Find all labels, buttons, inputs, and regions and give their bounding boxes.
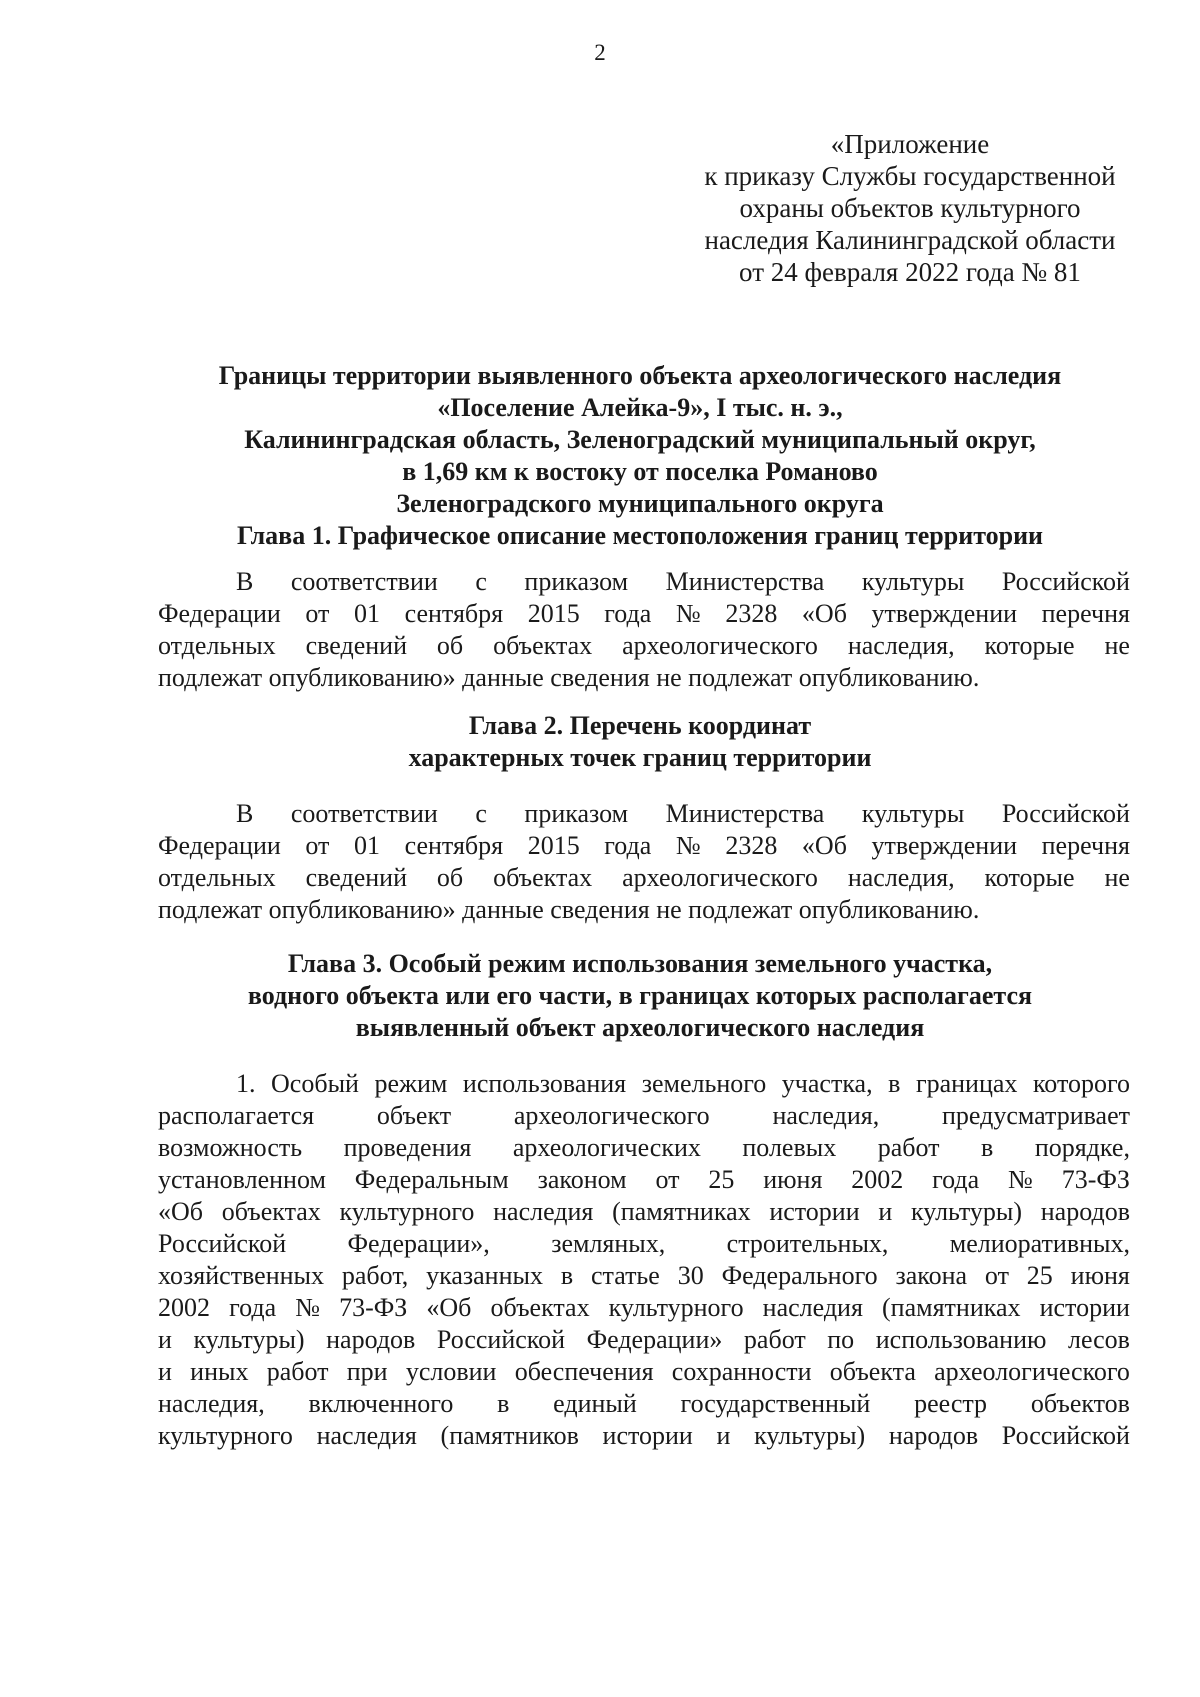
paragraph-line: и культуры) народов Российской Федерации» работ по использованию лесов — [158, 1325, 1130, 1354]
heading-line: водного объекта или его части, в границах которых располагается — [247, 981, 1033, 1010]
paragraph-line: В соответствии с приказом Министерства культуры Российской — [236, 567, 1130, 596]
heading-line: характерных точек границ территории — [408, 743, 872, 772]
paragraph-line: 1. Особый режим использования земельного участка, в границах которого — [236, 1069, 1130, 1098]
paragraph-line: установленном Федеральным законом от 25 июня 2002 года № 73-ФЗ — [158, 1165, 1130, 1194]
paragraph-line: подлежат опубликованию» данные сведения не подлежат опубликованию. — [158, 663, 980, 692]
appendix-line: к приказу Службы государственной — [704, 161, 1116, 191]
paragraph-line: наследия, включенного в единый государственный реестр объектов — [158, 1389, 1130, 1418]
paragraph-line: В соответствии с приказом Министерства культуры Российской — [236, 799, 1130, 828]
title-line: Границы территории выявленного объекта археологического наследия — [218, 361, 1062, 390]
appendix-line: охраны объектов культурного — [739, 193, 1081, 223]
chapter-1-heading — [150, 520, 1130, 552]
chapter-2-paragraph — [158, 798, 1130, 926]
chapter-3-heading — [150, 948, 1130, 1044]
chapter-3-paragraph — [158, 1068, 1130, 1452]
paragraph-line: «Об объектах культурного наследия (памятниках истории и культуры) народов — [158, 1197, 1130, 1226]
chapter-1-paragraph — [158, 566, 1130, 694]
heading-line: Глава 1. Графическое описание местоположения границ территории — [236, 521, 1044, 550]
appendix-line: «Приложение — [830, 129, 990, 159]
heading-line: выявленный объект археологического наследия — [355, 1013, 925, 1042]
paragraph-line: Федерации от 01 сентября 2015 года № 2328 «Об утверждении перечня — [158, 831, 1130, 860]
paragraph-line: культурного наследия (памятников истории и культуры) народов Российской — [158, 1421, 1130, 1450]
appendix-block — [695, 128, 1125, 288]
title-line: Калининградская область, Зеленоградский муниципальный округ, — [244, 425, 1036, 454]
document-title — [150, 360, 1130, 520]
paragraph-line: располагается объект археологического наследия, предусматривает — [158, 1101, 1130, 1130]
title-line: Зеленоградского муниципального округа — [396, 489, 884, 518]
heading-line: Глава 3. Особый режим использования земельного участка, — [287, 949, 993, 978]
title-line: «Поселение Алейка-9», I тыс. н. э., — [437, 393, 843, 422]
paragraph-line: возможность проведения археологических полевых работ в порядке, — [158, 1133, 1130, 1162]
paragraph-line: отдельных сведений об объектах археологического наследия, которые не — [158, 863, 1130, 892]
appendix-line: от 24 февраля 2022 года № 81 — [739, 257, 1081, 287]
appendix-line: наследия Калининградской области — [704, 225, 1116, 255]
paragraph-line: отдельных сведений об объектах археологического наследия, которые не — [158, 631, 1130, 660]
paragraph-line: и иных работ при условии обеспечения сохранности объекта археологического — [158, 1357, 1130, 1386]
title-line: в 1,69 км к востоку от поселка Романово — [402, 457, 878, 486]
paragraph-line: 2002 года № 73-ФЗ «Об объектах культурного наследия (памятниках истории — [158, 1293, 1130, 1322]
chapter-2-heading — [150, 710, 1130, 774]
paragraph-line: подлежат опубликованию» данные сведения не подлежат опубликованию. — [158, 895, 980, 924]
page-number: 2 — [594, 40, 606, 65]
paragraph-line: Российской Федерации», земляных, строительных, мелиоративных, — [158, 1229, 1130, 1258]
paragraph-line: Федерации от 01 сентября 2015 года № 2328 «Об утверждении перечня — [158, 599, 1130, 628]
paragraph-line: хозяйственных работ, указанных в статье 30 Федерального закона от 25 июня — [158, 1261, 1130, 1290]
heading-line: Глава 2. Перечень координат — [468, 711, 812, 740]
